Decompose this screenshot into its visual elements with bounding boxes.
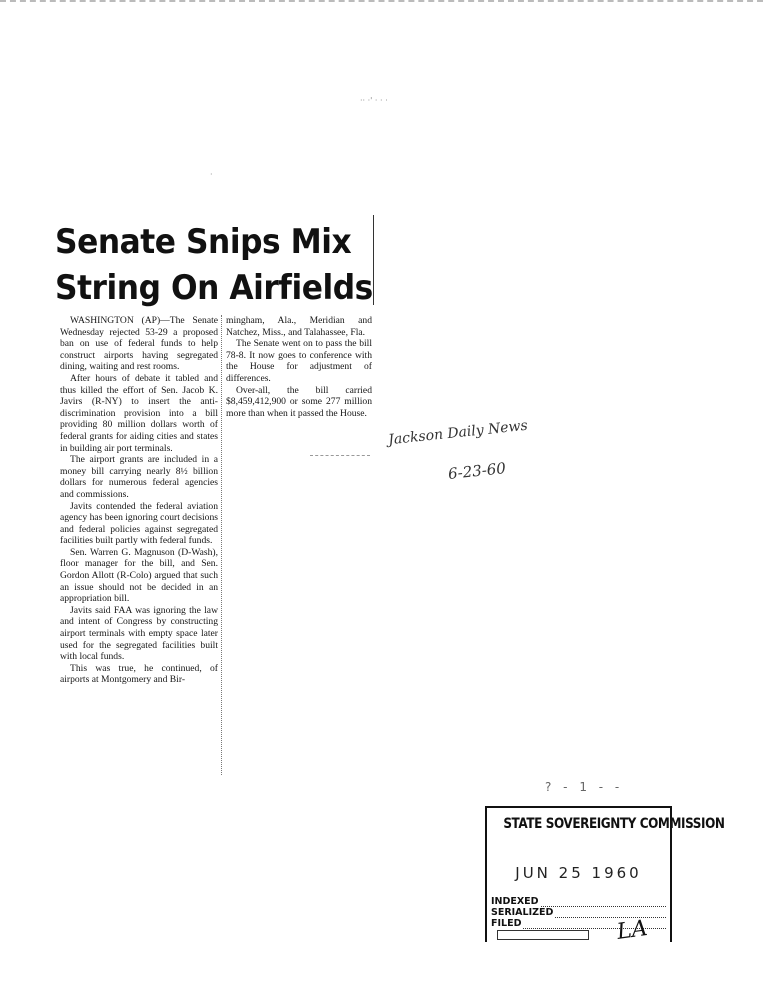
stamp-field-label: INDEXED	[491, 896, 539, 907]
article-paragraph: Sen. Warren G. Magnuson (D-Wash), floor manager for the bill, and Sen. Gordon Allott (R-Colo) argued that such an issue should not be decided in an appropriation bill.	[60, 546, 218, 605]
scan-speck: ·· ·' · · ·	[360, 96, 388, 105]
headline-line-1: Senate Snips Mix	[55, 222, 352, 262]
article-paragraph: WASHINGTON (AP)—The Senate Wednesday rejected 53-29 a proposed ban on use of federal funds to help construct airports having segregated dining, waiting and rest rooms.	[60, 315, 218, 373]
stamp-field-label: SERIALIZED	[491, 907, 554, 918]
article-column-1	[60, 315, 218, 686]
stamp-top-mark: ? - 1 - -	[545, 780, 624, 794]
stamp-entry-box	[497, 930, 589, 940]
clipping-edge-rule	[373, 215, 374, 305]
article-paragraph: mingham, Ala., Meridian and Natchez, Miss., and Talahassee, Fla.	[226, 315, 372, 338]
article-end-rule	[310, 455, 370, 457]
stamp-field-indexed	[491, 896, 666, 907]
article-column-2	[226, 315, 372, 419]
newspaper-clipping	[55, 215, 377, 785]
commission-stamp	[485, 806, 725, 946]
article-paragraph: After hours of debate it tabled and thus killed the effort of Sen. Jacob K. Javirs (R-NY) to insert the anti-discrimination provision into a bill providing 80 million dollars worth of federal grants for aiding cities and states in building air port terminals.	[60, 372, 218, 454]
article-paragraph: Javits contended the federal aviation agency has been ignoring court decisions and federal policies against segregated facilities built partly with federal funds.	[60, 500, 218, 547]
headline	[55, 219, 373, 311]
handwritten-source: Jackson Daily News	[387, 417, 529, 449]
headline-line-2: String On Airfields	[55, 268, 373, 308]
handwritten-date: 6-23-60	[447, 459, 507, 483]
stamp-received-date: JUN 25 1960	[515, 864, 642, 882]
stamp-field-label: FILED	[491, 918, 522, 929]
column-divider	[221, 315, 223, 775]
article-paragraph: The Senate went on to pass the bill 78-8. It now goes to conference with the House for adjustment of differences.	[226, 338, 372, 384]
article-paragraph: Over-all, the bill carried $8,459,412,900 or some 277 million more than when it passed the House.	[226, 384, 372, 419]
article-paragraph: Javits said FAA was ignoring the law and intent of Congress by constructing airport terminals with empty space later used for the segregated facilities built with local funds.	[60, 604, 218, 663]
page-top-border	[0, 0, 763, 6]
article-paragraph: This was true, he continued, of airports at Montgomery and Bir-	[60, 662, 218, 686]
stamp-title: STATE SOVEREIGNTY COMMISSION	[503, 816, 725, 832]
scan-speck: ·	[210, 170, 213, 179]
article-paragraph: The airport grants are included in a money bill carrying nearly 8½ billion dollars for numerous federal agencies and commissions.	[60, 454, 218, 500]
stamp-initials-signature: LA	[615, 915, 650, 946]
